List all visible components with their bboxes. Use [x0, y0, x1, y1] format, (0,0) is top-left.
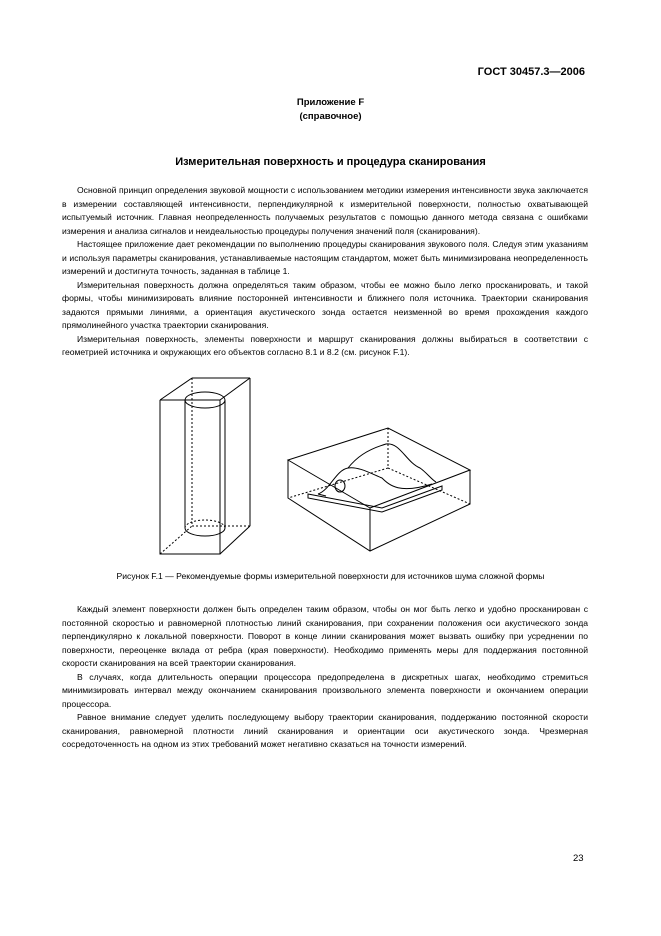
cylinder-in-box-drawing [160, 378, 250, 554]
annex-type: (справочное) [299, 111, 362, 122]
paragraph: В случаях, когда длительность операции процессора предопределена в дискретных шагах, необходимо стремиться минимизировать интервал между окончанием сканирования произвольного элемента поверхности и окончанием операции процессора. [62, 671, 588, 709]
paragraph: Измерительная поверхность должна определяться таким образом, чтобы ее можно было легко просканировать, и такой формы, чтобы минимизировать влияние посторонней интенсивности и ближнего поля источника. Траектории сканирования задаются прямыми линиями, а ориентация акустического зонда остается неизменной во время прохождения каждого прямолинейного участка траектории сканирования. [62, 279, 588, 330]
annex-heading [0, 96, 661, 124]
section-title: Измерительная поверхность и процедура сканирования [175, 156, 486, 168]
page-number: 23 [573, 853, 584, 864]
source-in-box-drawing [288, 428, 470, 551]
paragraph: Измерительная поверхность, элементы поверхности и маршрут сканирования должны выбираться в соответствии с геометрией источника и окружающих его объектов согласно 8.1 и 8.2 (см. рисунок F.1). [62, 333, 588, 357]
figure-caption: Рисунок F.1 — Рекомендуемые формы измерительной поверхности для источников шума сложной формы [116, 571, 545, 581]
paragraph: Настоящее приложение дает рекомендации по выполнению процедуры сканирования звукового поля. Следуя этим указаниям и используя параметры сканирования, устанавливаемые настоящим стандартом, может быть минимизирована неопределенность измерений и достигнута точность, заданная в таблице 1. [62, 239, 588, 276]
standard-number: ГОСТ 30457.3—2006 [477, 66, 585, 78]
paragraph: Основной принцип определения звуковой мощности с использованием методики измерения интенсивности звука заключается в измерении составляющей интенсивности, перпендикулярной к измерительной поверхности, полностью охватывающей испытуемый источник. Главная неопределенность получаемых результатов с помощью данного метода связана с ошибками измерения и анализа сигналов и неидеальностью процедуры получения значений поля (сканирования). [62, 185, 588, 236]
figure-f1 [150, 376, 490, 556]
body-text-top [62, 184, 588, 360]
body-text-bottom [62, 603, 588, 752]
paragraph: Каждый элемент поверхности должен быть определен таким образом, чтобы он мог быть легко и удобно просканирован с постоянной скоростью и равномерной плотностью линий сканирования, при сохранении положения оси акустического зонда перпендикулярно к локальной поверхности. Поворот в конце линии сканирования может вызвать ошибку при усреднении по поверхности, переоценке вклада от ребра (края поверхности). Необходимо применять меры для поддержания постоянной скорости сканирования на всей траектории сканирования. [62, 604, 588, 668]
annex-label: Приложение F [296, 97, 365, 108]
paragraph: Равное внимание следует уделить последующему выбору траектории сканирования, поддержанию постоянной скорости сканирования, равномерной плотности линий сканирования и ориентации оси акустического зонда. Чрезмерная сосредоточенность на одном из этих требований может негативно сказаться на точности измерений. [62, 712, 588, 749]
